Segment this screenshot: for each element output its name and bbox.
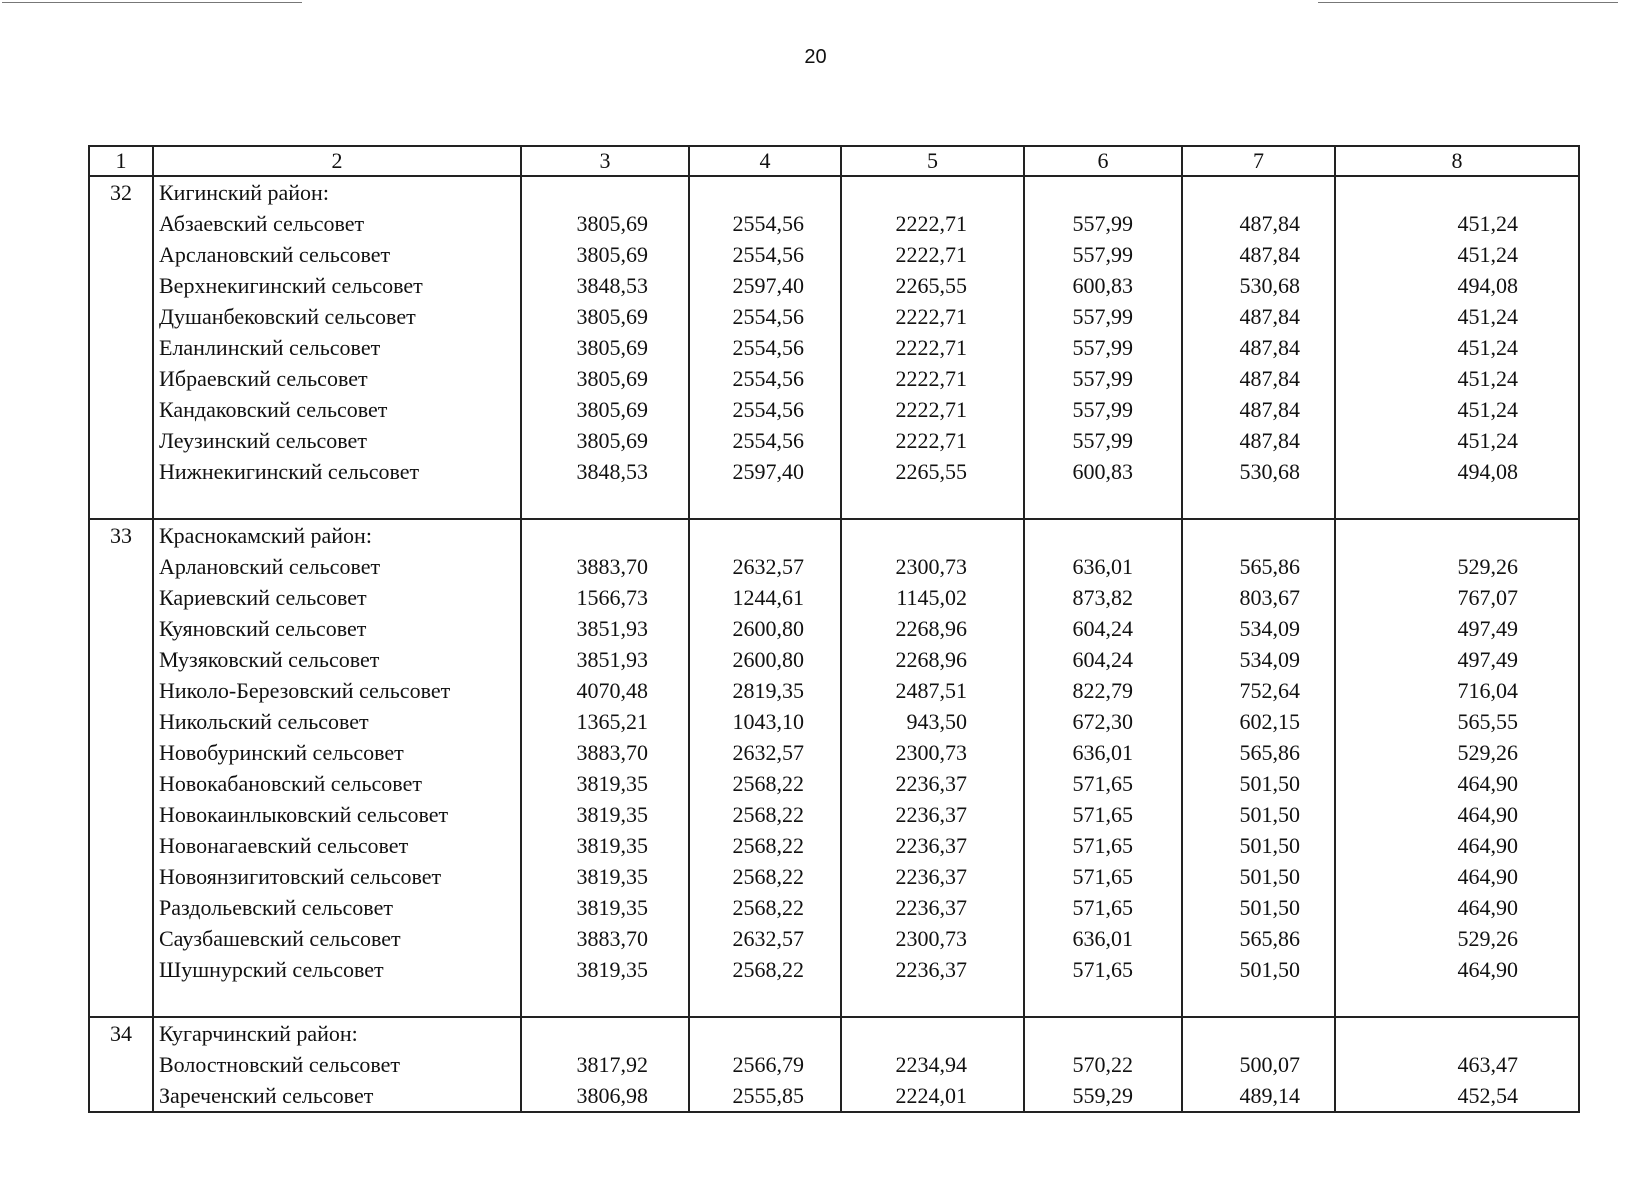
settlement-name: Новокабановский сельсовет	[159, 771, 422, 796]
settlement-name: Новобуринский сельсовет	[159, 740, 404, 765]
value-cell: 497,49	[1457, 616, 1518, 641]
value-cell: 2632,57	[732, 740, 804, 765]
value-cell: 565,55	[1457, 709, 1518, 734]
value-cell: 494,08	[1457, 273, 1518, 298]
value-cell: 494,08	[1457, 459, 1518, 484]
value-cell: 530,68	[1239, 273, 1300, 298]
value-cell: 497,49	[1457, 647, 1518, 672]
value-column-3	[521, 519, 689, 1017]
value-cell: 557,99	[1072, 428, 1133, 453]
district-number: 32	[89, 176, 153, 519]
value-cell: 3805,69	[576, 366, 648, 391]
value-cell: 501,50	[1239, 802, 1300, 827]
title-row-blank	[842, 177, 1023, 208]
settlement-name: Верхнекигинский сельсовет	[159, 273, 423, 298]
title-row-blank	[522, 1018, 688, 1049]
value-cell: 501,50	[1239, 833, 1300, 858]
title-row-blank	[522, 520, 688, 551]
settlement-name: Шушнурский сельсовет	[159, 957, 384, 982]
value-cell: 2554,56	[732, 242, 804, 267]
value-cell: 571,65	[1072, 957, 1133, 982]
settlement-name: Зареченский сельсовет	[159, 1083, 374, 1108]
value-column-7	[1182, 519, 1335, 1017]
value-cell: 464,90	[1457, 864, 1518, 889]
value-cell: 3851,93	[576, 647, 648, 672]
value-cell: 2222,71	[895, 335, 967, 360]
settlement-name: Душанбековский сельсовет	[159, 304, 416, 329]
value-cell: 2568,22	[732, 771, 804, 796]
value-cell: 2300,73	[895, 554, 967, 579]
value-cell: 602,15	[1239, 709, 1300, 734]
value-cell: 571,65	[1072, 864, 1133, 889]
value-cell: 3883,70	[576, 926, 648, 951]
value-cell: 3805,69	[576, 428, 648, 453]
settlement-name: Музяковский сельсовет	[159, 647, 380, 672]
value-cell: 559,29	[1072, 1083, 1133, 1108]
value-cell: 463,47	[1457, 1052, 1518, 1077]
value-cell: 600,83	[1072, 459, 1133, 484]
value-cell: 4070,48	[576, 678, 648, 703]
settlement-name: Куяновский сельсовет	[159, 616, 367, 641]
column-header: 2	[153, 146, 521, 176]
value-cell: 636,01	[1072, 926, 1133, 951]
value-cell: 464,90	[1457, 802, 1518, 827]
title-row-blank	[1025, 177, 1181, 208]
value-column-8	[1335, 176, 1579, 519]
value-cell: 501,50	[1239, 957, 1300, 982]
title-row-blank	[1025, 520, 1181, 551]
value-cell: 3806,98	[576, 1083, 648, 1108]
value-cell: 487,84	[1239, 335, 1300, 360]
value-cell: 557,99	[1072, 242, 1133, 267]
title-row-blank	[690, 1018, 840, 1049]
page-number: 20	[804, 46, 827, 68]
value-cell: 2265,55	[895, 459, 967, 484]
value-cell: 2222,71	[895, 397, 967, 422]
value-cell: 557,99	[1072, 304, 1133, 329]
value-cell: 2234,94	[895, 1052, 967, 1077]
tariff-table	[88, 145, 1580, 1113]
value-cell: 2597,40	[732, 459, 804, 484]
value-cell: 2224,01	[895, 1083, 967, 1108]
settlement-names-cell	[153, 176, 521, 519]
value-cell: 600,83	[1072, 273, 1133, 298]
value-cell: 1043,10	[732, 709, 804, 734]
settlement-name: Арслановский сельсовет	[159, 242, 391, 267]
value-cell: 2265,55	[895, 273, 967, 298]
settlement-name: Кариевский сельсовет	[159, 585, 367, 610]
value-cell: 464,90	[1457, 833, 1518, 858]
title-row-blank	[1336, 520, 1578, 551]
value-column-5	[841, 519, 1024, 1017]
value-column-8	[1335, 1017, 1579, 1112]
value-cell: 557,99	[1072, 366, 1133, 391]
value-cell: 2600,80	[732, 616, 804, 641]
value-cell: 3805,69	[576, 335, 648, 360]
value-column-4	[689, 1017, 841, 1112]
value-cell: 557,99	[1072, 397, 1133, 422]
value-cell: 604,24	[1072, 647, 1133, 672]
value-cell: 451,24	[1457, 242, 1518, 267]
title-row-blank	[1183, 520, 1334, 551]
value-cell: 487,84	[1239, 304, 1300, 329]
settlement-name: Николо-Березовский сельсовет	[159, 678, 451, 703]
settlement-name: Новоянзигитовский сельсовет	[159, 864, 442, 889]
value-cell: 2554,56	[732, 428, 804, 453]
value-cell: 565,86	[1239, 926, 1300, 951]
value-cell: 2597,40	[732, 273, 804, 298]
value-cell: 571,65	[1072, 802, 1133, 827]
value-column-5	[841, 176, 1024, 519]
title-row-blank	[522, 177, 688, 208]
column-header: 6	[1024, 146, 1182, 176]
value-cell: 2268,96	[895, 647, 967, 672]
value-cell: 534,09	[1239, 616, 1300, 641]
value-cell: 2554,56	[732, 335, 804, 360]
value-cell: 565,86	[1239, 554, 1300, 579]
value-column-8	[1335, 519, 1579, 1017]
settlement-names-cell	[153, 1017, 521, 1112]
district-block	[89, 1017, 1579, 1112]
district-block	[89, 176, 1579, 519]
value-cell: 752,64	[1239, 678, 1300, 703]
value-cell: 3819,35	[576, 833, 648, 858]
title-row-blank	[842, 1018, 1023, 1049]
title-row-blank	[1183, 177, 1334, 208]
settlement-name: Еланлинский сельсовет	[159, 335, 381, 360]
value-cell: 487,84	[1239, 397, 1300, 422]
value-column-6	[1024, 519, 1182, 1017]
settlement-name: Волостновский сельсовет	[159, 1052, 401, 1077]
value-cell: 557,99	[1072, 211, 1133, 236]
value-cell: 636,01	[1072, 740, 1133, 765]
settlement-name: Раздольевский сельсовет	[159, 895, 393, 920]
value-cell: 2236,37	[895, 957, 967, 982]
value-column-6	[1024, 176, 1182, 519]
column-header: 7	[1182, 146, 1335, 176]
value-cell: 2632,57	[732, 926, 804, 951]
title-row-blank	[690, 177, 840, 208]
title-row-blank	[1336, 177, 1578, 208]
value-cell: 529,26	[1457, 926, 1518, 951]
value-cell: 464,90	[1457, 771, 1518, 796]
value-cell: 2568,22	[732, 957, 804, 982]
value-column-5	[841, 1017, 1024, 1112]
value-cell: 2222,71	[895, 366, 967, 391]
value-cell: 2222,71	[895, 211, 967, 236]
value-cell: 3819,35	[576, 771, 648, 796]
district-title: Кигинский район:	[159, 180, 329, 205]
value-column-7	[1182, 176, 1335, 519]
district-number: 33	[89, 519, 153, 1017]
value-cell: 1244,61	[732, 585, 804, 610]
settlement-name: Саузбашевский сельсовет	[159, 926, 401, 951]
value-cell: 2487,51	[895, 678, 967, 703]
value-column-6	[1024, 1017, 1182, 1112]
value-cell: 3819,35	[576, 957, 648, 982]
value-cell: 529,26	[1457, 740, 1518, 765]
value-cell: 2236,37	[895, 895, 967, 920]
value-cell: 3883,70	[576, 740, 648, 765]
value-column-4	[689, 176, 841, 519]
value-cell: 534,09	[1239, 647, 1300, 672]
value-cell: 3883,70	[576, 554, 648, 579]
settlement-name: Никольский сельсовет	[159, 709, 369, 734]
value-cell: 2222,71	[895, 242, 967, 267]
value-cell: 2236,37	[895, 771, 967, 796]
value-cell: 636,01	[1072, 554, 1133, 579]
value-cell: 2568,22	[732, 802, 804, 827]
value-cell: 2268,96	[895, 616, 967, 641]
value-cell: 571,65	[1072, 833, 1133, 858]
column-header: 4	[689, 146, 841, 176]
settlement-names-cell	[153, 519, 521, 1017]
column-header: 5	[841, 146, 1024, 176]
value-cell: 464,90	[1457, 957, 1518, 982]
value-cell: 487,84	[1239, 211, 1300, 236]
value-cell: 3805,69	[576, 242, 648, 267]
value-cell: 2554,56	[732, 211, 804, 236]
value-cell: 2600,80	[732, 647, 804, 672]
scan-edge-left	[2, 2, 302, 3]
value-column-7	[1182, 1017, 1335, 1112]
value-cell: 1566,73	[576, 585, 648, 610]
value-cell: 451,24	[1457, 304, 1518, 329]
settlement-name: Леузинский сельсовет	[159, 428, 367, 453]
value-cell: 451,24	[1457, 211, 1518, 236]
value-column-3	[521, 1017, 689, 1112]
value-cell: 604,24	[1072, 616, 1133, 641]
value-cell: 716,04	[1457, 678, 1518, 703]
value-cell: 452,54	[1457, 1083, 1518, 1108]
value-cell: 2819,35	[732, 678, 804, 703]
value-cell: 570,22	[1072, 1052, 1133, 1077]
value-cell: 571,65	[1072, 771, 1133, 796]
value-cell: 489,14	[1239, 1083, 1300, 1108]
value-cell: 487,84	[1239, 242, 1300, 267]
column-header: 8	[1335, 146, 1579, 176]
value-cell: 767,07	[1457, 585, 1518, 610]
district-number: 34	[89, 1017, 153, 1112]
value-cell: 451,24	[1457, 397, 1518, 422]
value-cell: 2554,56	[732, 366, 804, 391]
value-cell: 451,24	[1457, 366, 1518, 391]
value-cell: 451,24	[1457, 428, 1518, 453]
value-cell: 672,30	[1072, 709, 1133, 734]
value-cell: 2632,57	[732, 554, 804, 579]
value-cell: 3819,35	[576, 802, 648, 827]
value-cell: 2222,71	[895, 428, 967, 453]
settlement-name: Новонагаевский сельсовет	[159, 833, 409, 858]
value-column-4	[689, 519, 841, 1017]
value-cell: 3851,93	[576, 616, 648, 641]
settlement-name: Нижнекигинский сельсовет	[159, 459, 420, 484]
column-header: 1	[89, 146, 153, 176]
block-spacer	[154, 487, 520, 518]
value-cell: 487,84	[1239, 428, 1300, 453]
district-title: Кугарчинский район:	[159, 1021, 358, 1046]
settlement-name: Кандаковский сельсовет	[159, 397, 388, 422]
value-cell: 2566,79	[732, 1052, 804, 1077]
value-cell: 3805,69	[576, 211, 648, 236]
value-cell: 822,79	[1072, 678, 1133, 703]
value-cell: 2555,85	[732, 1083, 804, 1108]
settlement-name: Новокаинлыковский сельсовет	[159, 802, 449, 827]
title-row-blank	[842, 520, 1023, 551]
value-cell: 3817,92	[576, 1052, 648, 1077]
value-cell: 1145,02	[896, 585, 967, 610]
settlement-name: Абзаевский сельсовет	[159, 211, 365, 236]
value-cell: 2568,22	[732, 833, 804, 858]
settlement-name: Арлановский сельсовет	[159, 554, 381, 579]
settlement-name: Ибраевский сельсовет	[159, 366, 368, 391]
column-header: 3	[521, 146, 689, 176]
value-cell: 3805,69	[576, 304, 648, 329]
value-cell: 2236,37	[895, 833, 967, 858]
district-block	[89, 519, 1579, 1017]
value-cell: 464,90	[1457, 895, 1518, 920]
value-cell: 3848,53	[576, 459, 648, 484]
value-cell: 2236,37	[895, 864, 967, 889]
title-row-blank	[1183, 1018, 1334, 1049]
value-cell: 451,24	[1457, 335, 1518, 360]
value-cell: 873,82	[1072, 585, 1133, 610]
value-cell: 530,68	[1239, 459, 1300, 484]
value-cell: 500,07	[1239, 1052, 1300, 1077]
value-cell: 803,67	[1239, 585, 1300, 610]
value-cell: 557,99	[1072, 335, 1133, 360]
value-cell: 2568,22	[732, 895, 804, 920]
value-cell: 2236,37	[895, 802, 967, 827]
value-cell: 2300,73	[895, 740, 967, 765]
column-number-row	[89, 146, 1579, 176]
district-title: Краснокамский район:	[159, 523, 372, 548]
value-cell: 501,50	[1239, 771, 1300, 796]
value-cell: 2300,73	[895, 926, 967, 951]
title-row-blank	[690, 520, 840, 551]
scan-edge-right	[1318, 2, 1618, 3]
block-spacer	[154, 985, 520, 1016]
value-cell: 487,84	[1239, 366, 1300, 391]
value-cell: 3805,69	[576, 397, 648, 422]
value-cell: 3819,35	[576, 895, 648, 920]
title-row-blank	[1336, 1018, 1578, 1049]
title-row-blank	[1025, 1018, 1181, 1049]
value-cell: 2568,22	[732, 864, 804, 889]
value-cell: 501,50	[1239, 864, 1300, 889]
value-cell: 3819,35	[576, 864, 648, 889]
value-cell: 3848,53	[576, 273, 648, 298]
value-cell: 529,26	[1457, 554, 1518, 579]
value-cell: 2554,56	[732, 397, 804, 422]
value-cell: 1365,21	[576, 709, 648, 734]
value-cell: 565,86	[1239, 740, 1300, 765]
value-column-3	[521, 176, 689, 519]
value-cell: 571,65	[1072, 895, 1133, 920]
value-cell: 943,50	[906, 709, 967, 734]
value-cell: 501,50	[1239, 895, 1300, 920]
value-cell: 2222,71	[895, 304, 967, 329]
value-cell: 2554,56	[732, 304, 804, 329]
